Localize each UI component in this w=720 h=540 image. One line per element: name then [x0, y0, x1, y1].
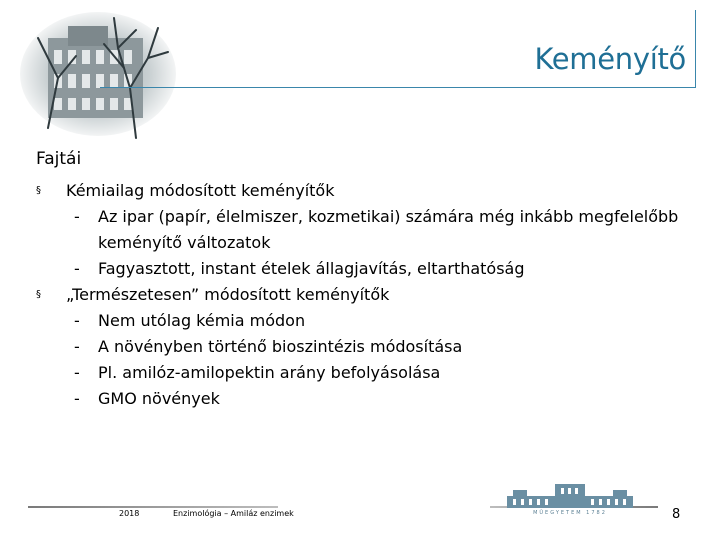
sub-bullet-item	[36, 308, 686, 334]
footer-rule-left	[28, 506, 278, 508]
university-building-logo	[505, 482, 635, 516]
sub-bullet-item	[36, 204, 686, 230]
sub-bullet-dash: -	[74, 207, 80, 226]
sub-bullet-text: GMO növények	[98, 389, 220, 408]
bullet-text: Kémiailag módosított keményítők	[66, 181, 335, 200]
slide-subtitle: Fajtái	[36, 149, 82, 169]
sub-bullet-dash: -	[74, 259, 80, 278]
slide-title: Keményítő	[534, 42, 686, 76]
page-number: 8	[672, 507, 681, 522]
sub-bullet-item	[36, 256, 686, 282]
footer-year: 2018	[119, 509, 140, 518]
sub-bullet-item	[36, 334, 686, 360]
bullet-item	[36, 178, 686, 204]
sub-bullet-text: Nem utólag kémia módon	[98, 311, 306, 330]
bullet-text: „Természetesen” módosított keményítők	[66, 285, 390, 304]
sub-bullet-text: Az ipar (papír, élelmiszer, kozmetikai) számára még inkább megfelelőbb	[98, 207, 679, 226]
title-vertical-rule	[695, 10, 696, 88]
footer-course: Enzimológia – Amiláz enzimek	[173, 509, 294, 518]
sub-bullet-continuation	[36, 230, 686, 256]
sub-bullet-item	[36, 386, 686, 412]
sub-bullet-dash: -	[74, 389, 80, 408]
bullet-marker: §	[36, 185, 41, 196]
sub-bullet-text: keményítő változatok	[98, 233, 271, 252]
bullet-item	[36, 282, 686, 308]
university-building-photo	[18, 8, 178, 140]
sub-bullet-dash: -	[74, 311, 80, 330]
sub-bullet-item	[36, 360, 686, 386]
sub-bullet-text: A növényben történő bioszintézis módosítása	[98, 337, 463, 356]
sub-bullet-text: Pl. amilóz-amilopektin arány befolyásolása	[98, 363, 441, 382]
sub-bullet-text: Fagyasztott, instant ételek állagjavítás, eltarthatóság	[98, 259, 525, 278]
slide-content	[36, 178, 686, 412]
bullet-marker: §	[36, 289, 41, 300]
sub-bullet-dash: -	[74, 337, 80, 356]
sub-bullet-dash: -	[74, 363, 80, 382]
building-caption: MŰEGYETEM 1782	[533, 510, 607, 516]
title-horizontal-rule	[100, 87, 696, 88]
